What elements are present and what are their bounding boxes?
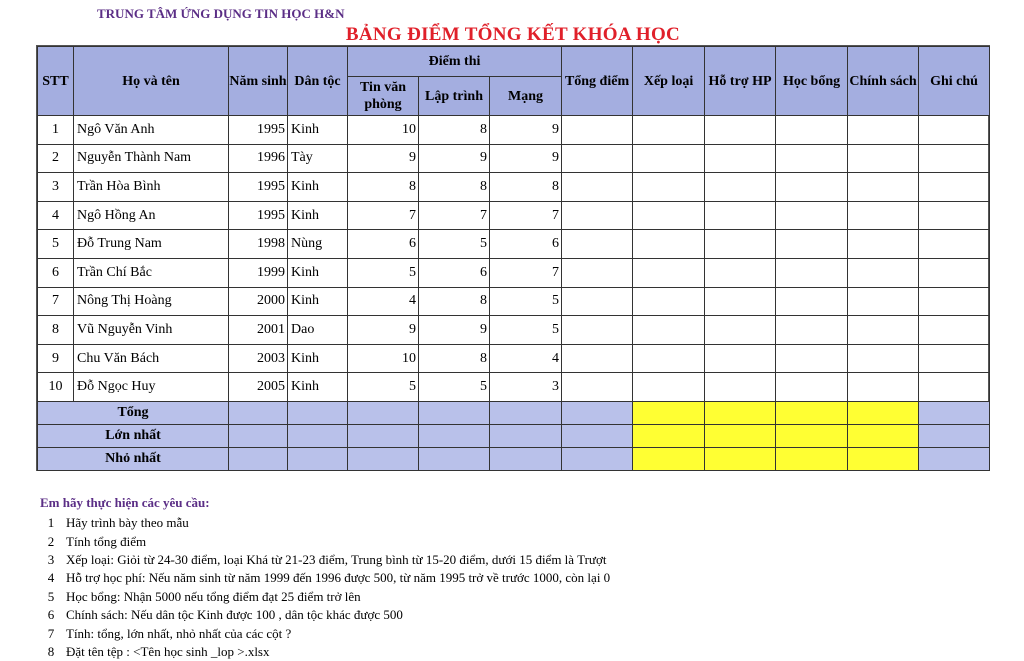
cell-network[interactable]: 7 (490, 258, 562, 287)
cell-empty[interactable] (776, 173, 848, 202)
cell-empty[interactable] (919, 116, 990, 145)
cell-name[interactable]: Trần Hòa Bình (74, 173, 229, 202)
cell-empty[interactable] (633, 201, 705, 230)
cell-programming[interactable]: 8 (419, 116, 490, 145)
cell[interactable] (633, 447, 705, 470)
cell-ethnic[interactable]: Nùng (288, 230, 348, 259)
cell-name[interactable]: Ngô Văn Anh (74, 116, 229, 145)
task-item (40, 588, 610, 606)
cell-ethnic[interactable]: Dao (288, 316, 348, 345)
cell-stt[interactable]: 1 (38, 116, 74, 145)
task-item (40, 643, 610, 661)
cell[interactable] (848, 447, 919, 470)
cell-office[interactable]: 6 (348, 230, 419, 259)
cell-empty[interactable] (633, 230, 705, 259)
cell-name[interactable]: Vũ Nguyễn Vinh (74, 316, 229, 345)
cell-programming[interactable]: 8 (419, 287, 490, 316)
task-number: 6 (47, 607, 55, 623)
cell-empty[interactable] (848, 116, 919, 145)
cell-empty[interactable] (776, 287, 848, 316)
cell-empty[interactable] (705, 144, 776, 173)
task-text: Chính sách: Nếu dân tộc Kinh được 100 , dân tộc khác được 500 (66, 607, 403, 623)
cell-empty[interactable] (633, 344, 705, 373)
cell-empty[interactable] (705, 344, 776, 373)
cell-ethnic[interactable]: Kinh (288, 344, 348, 373)
cell[interactable] (348, 447, 419, 470)
cell-empty[interactable] (562, 230, 633, 259)
cell-programming[interactable]: 9 (419, 144, 490, 173)
task-item (40, 569, 610, 587)
cell-network[interactable]: 6 (490, 230, 562, 259)
header-scholarship[interactable]: Học bổng (776, 47, 848, 116)
cell-empty[interactable] (705, 116, 776, 145)
cell[interactable] (562, 401, 633, 424)
cell-empty[interactable] (919, 173, 990, 202)
task-list (40, 495, 610, 661)
cell[interactable] (490, 401, 562, 424)
cell-office[interactable]: 4 (348, 287, 419, 316)
cell-name[interactable]: Nông Thị Hoàng (74, 287, 229, 316)
task-item (40, 606, 610, 624)
cell-empty[interactable] (562, 344, 633, 373)
cell-empty[interactable] (776, 373, 848, 402)
task-text: Hỗ trợ học phí: Nếu năm sinh từ năm 1999 đến 1996 được 500, từ năm 1995 trở về trước 1000, còn lại 0 (66, 570, 611, 586)
cell-empty[interactable] (848, 230, 919, 259)
cell[interactable] (229, 401, 288, 424)
task-number: 3 (47, 551, 55, 567)
cell-empty[interactable] (776, 116, 848, 145)
cell-stt[interactable]: 7 (38, 287, 74, 316)
cell-empty[interactable] (562, 201, 633, 230)
cell-empty[interactable] (633, 258, 705, 287)
header-year[interactable]: Năm sinh (229, 47, 288, 116)
cell-empty[interactable] (633, 144, 705, 173)
header-exam-scores[interactable]: Điểm thi (348, 47, 562, 77)
cell[interactable] (562, 447, 633, 470)
header-stt[interactable]: STT (38, 47, 74, 116)
sheet-title (0, 24, 1024, 46)
cell-stt[interactable]: 6 (38, 258, 74, 287)
cell-empty[interactable] (776, 144, 848, 173)
task-list-heading: Em hãy thực hiện các yêu cầu: (40, 495, 210, 510)
cell-year[interactable]: 1995 (229, 116, 288, 145)
cell-programming[interactable]: 9 (419, 316, 490, 345)
cell[interactable] (288, 447, 348, 470)
cell-empty[interactable] (633, 373, 705, 402)
task-text: Tính: tổng, lớn nhất, nhỏ nhất của các cột ? (66, 625, 292, 641)
cell-year[interactable]: 2005 (229, 373, 288, 402)
cell-empty[interactable] (848, 287, 919, 316)
cell-office[interactable]: 9 (348, 144, 419, 173)
cell[interactable] (348, 401, 419, 424)
cell[interactable] (348, 424, 419, 447)
cell-ethnic[interactable]: Tày (288, 144, 348, 173)
cell[interactable] (288, 424, 348, 447)
cell-empty[interactable] (705, 230, 776, 259)
cell-programming[interactable]: 7 (419, 201, 490, 230)
cell-office[interactable]: 7 (348, 201, 419, 230)
cell-empty[interactable] (848, 316, 919, 345)
cell-empty[interactable] (919, 230, 990, 259)
header-programming[interactable]: Lập trình (419, 77, 490, 116)
cell-ethnic[interactable]: Kinh (288, 258, 348, 287)
score-table (37, 46, 990, 471)
cell-empty[interactable] (705, 201, 776, 230)
cell-empty[interactable] (633, 116, 705, 145)
cell-empty[interactable] (705, 258, 776, 287)
table-row (38, 173, 990, 202)
cell-empty[interactable] (919, 373, 990, 402)
cell-network[interactable]: 5 (490, 287, 562, 316)
header-office[interactable]: Tin văn phòng (348, 77, 419, 116)
cell[interactable] (776, 401, 848, 424)
cell-office[interactable]: 8 (348, 173, 419, 202)
header-note[interactable]: Ghi chú (919, 47, 990, 116)
cell-stt[interactable]: 2 (38, 144, 74, 173)
summary-label-total[interactable]: Tổng (38, 401, 229, 424)
task-item (40, 551, 610, 569)
cell-empty[interactable] (919, 201, 990, 230)
header-support[interactable]: Hỗ trợ HP (705, 47, 776, 116)
cell-empty[interactable] (919, 258, 990, 287)
cell[interactable] (562, 424, 633, 447)
cell-programming[interactable]: 8 (419, 344, 490, 373)
cell-office[interactable]: 10 (348, 344, 419, 373)
cell-name[interactable]: Chu Văn Bách (74, 344, 229, 373)
cell-name[interactable]: Đỗ Trung Nam (74, 230, 229, 259)
cell-empty[interactable] (562, 144, 633, 173)
cell[interactable] (776, 424, 848, 447)
cell-empty[interactable] (919, 316, 990, 345)
summary-row-total (38, 401, 990, 424)
cell-ethnic[interactable]: Kinh (288, 116, 348, 145)
cell-empty[interactable] (848, 258, 919, 287)
cell-empty[interactable] (633, 173, 705, 202)
cell-programming[interactable]: 5 (419, 230, 490, 259)
cell-stt[interactable]: 5 (38, 230, 74, 259)
task-number: 4 (47, 570, 55, 586)
sheet-title-text: BẢNG ĐIỂM TỔNG KẾT KHÓA HỌC (345, 24, 681, 45)
cell-year[interactable]: 2003 (229, 344, 288, 373)
cell[interactable] (633, 401, 705, 424)
cell-ethnic[interactable]: Kinh (288, 173, 348, 202)
cell[interactable] (919, 447, 990, 470)
cell-year[interactable]: 2000 (229, 287, 288, 316)
task-number: 2 (47, 533, 55, 549)
header-rank[interactable]: Xếp loại (633, 47, 705, 116)
cell-network[interactable]: 8 (490, 173, 562, 202)
cell-empty[interactable] (776, 316, 848, 345)
cell-empty[interactable] (919, 344, 990, 373)
table-row (38, 258, 990, 287)
cell-name[interactable]: Nguyễn Thành Nam (74, 144, 229, 173)
cell-stt[interactable]: 8 (38, 316, 74, 345)
table-row (38, 144, 990, 173)
summary-row-min (38, 447, 990, 470)
cell-empty[interactable] (705, 173, 776, 202)
cell-empty[interactable] (848, 173, 919, 202)
cell-empty[interactable] (633, 316, 705, 345)
cell-stt[interactable]: 9 (38, 344, 74, 373)
cell-empty[interactable] (776, 258, 848, 287)
cell-empty[interactable] (705, 316, 776, 345)
cell-office[interactable]: 5 (348, 258, 419, 287)
header-network[interactable]: Mạng (490, 77, 562, 116)
cell-empty[interactable] (919, 144, 990, 173)
cell[interactable] (288, 401, 348, 424)
cell-office[interactable]: 5 (348, 373, 419, 402)
cell-network[interactable]: 7 (490, 201, 562, 230)
table-row (38, 230, 990, 259)
cell-network[interactable]: 3 (490, 373, 562, 402)
task-text: Học bổng: Nhận 5000 nếu tổng điểm đạt 25 điểm trở lên (66, 588, 361, 604)
table-row (38, 201, 990, 230)
task-number: 8 (47, 643, 55, 659)
cell-year[interactable]: 1999 (229, 258, 288, 287)
cell[interactable] (419, 447, 490, 470)
task-item (40, 624, 610, 642)
cell-network[interactable]: 9 (490, 144, 562, 173)
cell[interactable] (229, 424, 288, 447)
task-text: Hãy trình bày theo mẫu (66, 515, 189, 531)
table-row (38, 373, 990, 402)
cell-empty[interactable] (776, 230, 848, 259)
cell[interactable] (705, 401, 776, 424)
cell-empty[interactable] (562, 116, 633, 145)
cell-year[interactable]: 2001 (229, 316, 288, 345)
task-text: Xếp loại: Giỏi từ 24-30 điểm, loại Khá từ 21-23 điểm, Trung bình từ 15-20 điểm, dưới 15 điểm là Trượt (66, 551, 607, 567)
task-text: Đặt tên tệp : <Tên học sinh _lop >.xlsx (66, 643, 270, 659)
cell-office[interactable]: 10 (348, 116, 419, 145)
cell-ethnic[interactable]: Kinh (288, 287, 348, 316)
cell-empty[interactable] (848, 373, 919, 402)
cell-empty[interactable] (562, 173, 633, 202)
cell-empty[interactable] (562, 287, 633, 316)
cell[interactable] (705, 447, 776, 470)
cell-ethnic[interactable]: Kinh (288, 373, 348, 402)
cell[interactable] (419, 401, 490, 424)
cell-stt[interactable]: 4 (38, 201, 74, 230)
cell-name[interactable]: Ngô Hồng An (74, 201, 229, 230)
task-number: 5 (47, 588, 55, 604)
cell-programming[interactable]: 5 (419, 373, 490, 402)
cell-year[interactable]: 1998 (229, 230, 288, 259)
cell-empty[interactable] (633, 287, 705, 316)
summary-label-max[interactable]: Lớn nhất (38, 424, 229, 447)
cell[interactable] (490, 424, 562, 447)
cell-empty[interactable] (848, 144, 919, 173)
header-total[interactable]: Tổng điểm (562, 47, 633, 116)
table-row (38, 344, 990, 373)
cell-network[interactable]: 5 (490, 316, 562, 345)
table-row (38, 287, 990, 316)
cell[interactable] (919, 401, 990, 424)
cell-empty[interactable] (848, 344, 919, 373)
cell[interactable] (848, 424, 919, 447)
task-item (40, 514, 610, 532)
cell[interactable] (848, 401, 919, 424)
table-row (38, 116, 990, 145)
cell-network[interactable]: 9 (490, 116, 562, 145)
cell-network[interactable]: 4 (490, 344, 562, 373)
cell[interactable] (919, 424, 990, 447)
header-name[interactable]: Họ và tên (74, 47, 229, 116)
organization-name: TRUNG TÂM ỨNG DỤNG TIN HỌC H&N (97, 6, 345, 21)
cell-empty[interactable] (776, 201, 848, 230)
cell[interactable] (705, 424, 776, 447)
task-number: 7 (47, 625, 55, 641)
cell[interactable] (419, 424, 490, 447)
cell-year[interactable]: 1996 (229, 144, 288, 173)
cell-empty[interactable] (562, 373, 633, 402)
cell-stt[interactable]: 3 (38, 173, 74, 202)
cell-empty[interactable] (705, 373, 776, 402)
cell-ethnic[interactable]: Kinh (288, 201, 348, 230)
cell-name[interactable]: Trần Chí Bắc (74, 258, 229, 287)
summary-label-min[interactable]: Nhỏ nhất (38, 447, 229, 470)
cell[interactable] (229, 447, 288, 470)
task-item (40, 532, 610, 550)
cell-empty[interactable] (705, 287, 776, 316)
cell-empty[interactable] (776, 344, 848, 373)
task-number: 1 (47, 515, 55, 531)
cell-year[interactable]: 1995 (229, 173, 288, 202)
summary-row-max (38, 424, 990, 447)
cell-name[interactable]: Đỗ Ngọc Huy (74, 373, 229, 402)
task-text: Tính tổng điểm (66, 533, 147, 549)
cell[interactable] (490, 447, 562, 470)
cell-empty[interactable] (562, 258, 633, 287)
cell-stt[interactable]: 10 (38, 373, 74, 402)
cell-programming[interactable]: 6 (419, 258, 490, 287)
cell-year[interactable]: 1995 (229, 201, 288, 230)
cell[interactable] (776, 447, 848, 470)
cell-empty[interactable] (919, 287, 990, 316)
cell[interactable] (633, 424, 705, 447)
cell-empty[interactable] (562, 316, 633, 345)
table-row (38, 316, 990, 345)
header-ethnic[interactable]: Dân tộc (288, 47, 348, 116)
cell-office[interactable]: 9 (348, 316, 419, 345)
cell-programming[interactable]: 8 (419, 173, 490, 202)
header-policy[interactable]: Chính sách (848, 47, 919, 116)
cell-empty[interactable] (848, 201, 919, 230)
